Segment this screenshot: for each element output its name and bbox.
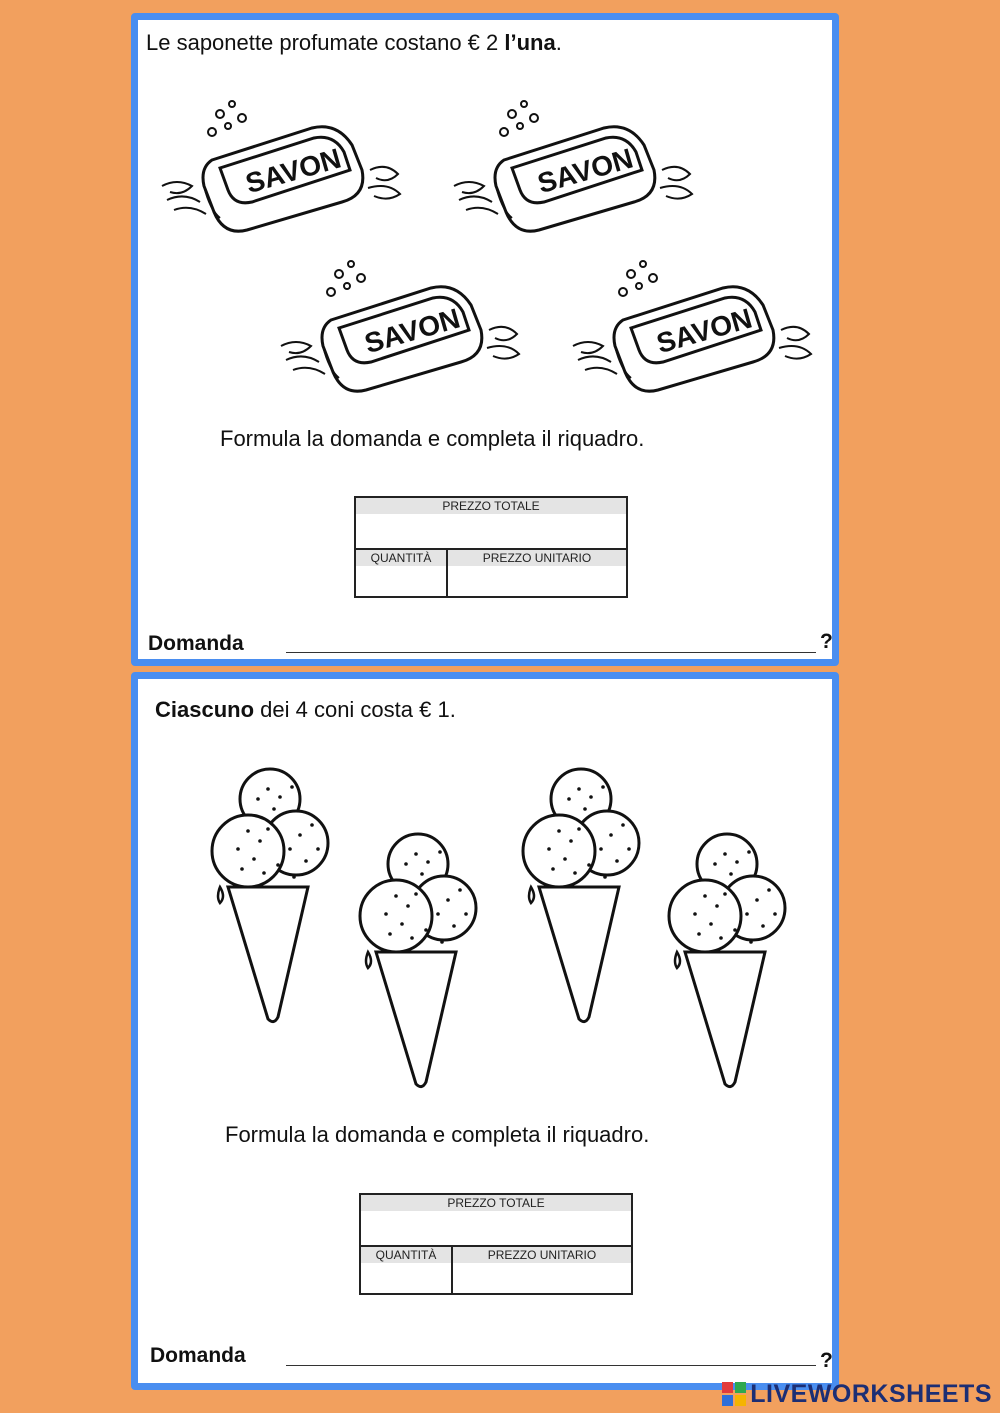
soap-icon [162, 90, 392, 230]
liveworksheets-logo-icon [722, 1382, 746, 1406]
soap-label: SAVON [361, 302, 464, 360]
intro-suffix: dei 4 coni costa € 1. [254, 697, 456, 722]
question-answer-line[interactable] [286, 652, 816, 653]
unit-price-header: PREZZO UNITARIO [482, 551, 592, 565]
unit-price-header: PREZZO UNITARIO [487, 1248, 597, 1262]
soap-label: SAVON [534, 142, 637, 200]
intro-text: Le saponette profumate costano € 2 [146, 30, 505, 55]
question-label: Domanda [150, 1344, 246, 1367]
soap-icon [454, 90, 684, 230]
price-table [359, 1193, 633, 1295]
exercise-2-instruction: Formula la domanda e completa il riquadro. [225, 1122, 650, 1147]
exercise-1-intro [146, 30, 562, 56]
exercise-card-soaps [131, 13, 839, 666]
exercise-2-intro [155, 697, 456, 723]
question-label: Domanda [148, 632, 244, 655]
quantity-header: QUANTITÀ [375, 1248, 437, 1262]
intro-suffix: . [555, 30, 562, 55]
ice-cream-cone-icon [208, 769, 338, 1029]
exercise-1-instruction: Formula la domanda e completa il riquadro. [220, 426, 645, 451]
question-mark: ? [820, 630, 833, 653]
soap-icon [281, 250, 511, 390]
quantity-header: QUANTITÀ [370, 551, 432, 565]
soap-label: SAVON [653, 302, 756, 360]
question-mark: ? [820, 1349, 833, 1372]
liveworksheets-footer[interactable] [722, 1379, 992, 1409]
ice-cream-cone-icon [519, 769, 649, 1029]
total-price-header: PREZZO TOTALE [356, 498, 626, 514]
exercise-card-ice-cream [131, 672, 839, 1390]
brand-name: LIVEWORKSHEETS [750, 1379, 992, 1408]
soap-label: SAVON [242, 142, 345, 200]
question-answer-line[interactable] [286, 1365, 816, 1366]
ice-cream-cone-icon [665, 834, 795, 1094]
total-price-header: PREZZO TOTALE [361, 1195, 631, 1211]
intro-bold-text: Ciascuno [155, 697, 255, 722]
price-table [354, 496, 628, 598]
ice-cream-cone-icon [356, 834, 486, 1094]
soap-icon [573, 250, 803, 390]
intro-bold-text: l’una [504, 30, 556, 55]
